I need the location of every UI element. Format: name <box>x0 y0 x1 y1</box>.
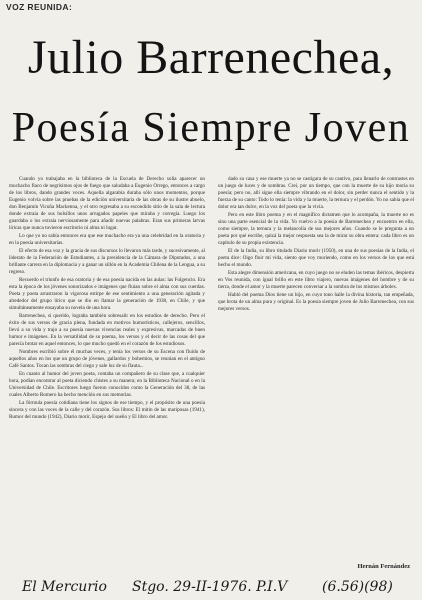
handwritten-reference: (6.56)(98) <box>322 579 393 595</box>
paragraph: La fórmula poesía cotidiana tiene los signos de ese tiempo, y el propósito de una poesía sincera y con las voces de la calle y del corazón. Sus libros: El mitin de las mariposas (1941), Rumor del mundo (1942), Diario morir, Espejo del sueño y El libro del amor. <box>9 400 205 420</box>
paragraph: Habló del poema Dios tiene un hijo, en cuyo tono halle la divina historia, tan empeñada, que brota de un alma pura y original. Es la poesía siempre joven de Julio Barrenechea, con sus mejores versos. <box>218 292 414 312</box>
paragraph: Cuando yo trabajaba en la biblioteca de la Escuela de Derecho solía aparecer un muchacho flaco de negrísimos ojos de fuego que saludaba a Eugenio Orrego, entonces a cargo de los libros, dando grandes voces. Aquella algarabía duraba sólo unos momentos, porque Eugenio volvía sobre las pruebas de la edición universitaria de las obras de su ilustre abuelo, don Benjamín Vicuña Mackenna, y el otro regresaba a su escondido sitio de la sala de lectura donde extraía de sus bolsillos unos arrugados papeles que miraba y corregía. Luego los guardaba o los extraía nerviosamente para añadir nuevas palabras. Eran sus primeras larvas líricas que nunca tuvieron escritorio ni alma ni lugar. <box>9 176 205 231</box>
paragraph: dado su casa y ese muerte ya no se castigara de su cautivo, para llenarlo de contrastes en un juego de luces y de sombras. Creí, por un tiempo, que con la muerte de su hijo moría su poesía; pero no, allí sigue ella siempre vibrando en el dolor, sin perder nunca el sentido y la fuerza de su canto: Todo lo tenía: la vida y la muerte, la ternura y el perdón. Yo no sabía que el dolor era tan dulce, en la voz del poeta que la vivía. <box>218 176 414 210</box>
handwritten-date: Stgo. 29-II-1976. P.I.V <box>132 579 288 595</box>
article-title-line-2: Poesía Siempre Joven <box>11 105 411 151</box>
paragraph: Pero en este libro poema y en el magnífico dictamen que lo acompaña, la muerte no es sino una parte esencial de la vida. Yo vuelvo a la poesía de Barrenechea y encuentro en ella, como siempre, la ternura y la melancolía de sus mejores años. Cuando se le pregunta a un poeta por qué escribe, quizá la mejor respuesta sea la de mirar su obra entera: cada libro es un capítulo de su propia existencia. <box>218 212 414 246</box>
left-column <box>9 176 205 572</box>
right-column <box>218 176 414 572</box>
paragraph: Barrenechea, si querido, lograba también sobresalir en los estudios de derecho. Pero el éxito de sus versos de gracia plena, fundada en motivos humorísticos, callejeros, sencillos, llevó a su vida y trajo a su poesía nuevas vivencias reales y expresivas, marcadas de buen humor e imágenes. En la versatilidad de su poema, los versos y el decir de las cosas del que parecía brotar en aquel entonces, lo que mucho quedó en el corazón de los estudiosos. <box>9 313 205 347</box>
article-title-line-1: Julio Barrenechea, <box>27 31 395 84</box>
paragraph: El efecto de esa voz y la gracia de sus discursos lo llevaron más tarde, y sucesivamente, al liderato de la Federación de Estudiantes, a la presidencia de la Cámara de Diputados, a una brillante carrera en la diplomacia y a ganar un sillón en la Academia Chilena de la Lengua, a su regreso. <box>9 248 205 275</box>
paragraph: Esta alegre dimensión americana, en cuyo juego no se eluden las temas ibéricos, despierta en Vos reunida, con igual brillo en este libro viajero, nuevas imágenes del hombre y de su tierra, donde el amor y la muerte parecen conversar a la sombra de los mismos árboles. <box>218 270 414 290</box>
paragraph: Lo que yo no sabía entonces era que ese muchacho era ya una celebridad en la oratoria y en la poesía universitarias. <box>9 233 205 246</box>
handwritten-source: El Mercurio <box>22 579 107 595</box>
author-signature: Hernán Fernández <box>357 563 410 570</box>
paragraph: El de la India, su libro titulado Diario morir (1950), en una de sus poesías de la India, el poeta dice: Oigo fluir mi vida, siento que voy muriendo, como en los versos de los que está hecho el mundo. <box>218 248 414 268</box>
paragraph: En cuanto al humor del joven poeta, contaba un compañero de su clase que, a cualquier hora, podían encontrar al poeta diciendo chistes a su manera; en la Biblioteca Nacional o en la Universidad de Chile. Escritores luego fueron conocidos como la Generación del 38, de las cuales Alberto Romero ha hecho mención en sus memorias. <box>9 371 205 398</box>
paragraph: Recuerdo el triunfo de esa oratoria y de esa poesía nacida en las aulas: las Fulgencio. Era esta la época de los jóvenes sonorizados e imágenes que fluían sobre el alma con sus cuerdas. Poeta y poeta arrastraron la vigorosa estirpe de ese sentimiento a una generación agitada y alrededor del grupo lírico que se dio en llamar la generación de 1938, en Chile, y que simultáneamente ensayaba su novela de una hora. <box>9 277 205 311</box>
section-label: VOZ REUNIDA: <box>6 2 73 12</box>
paragraph: Nombres escribió sobre él muchas veces, y tenía los versos de su Escena con fluido de aquellos años en los que un grupo de jóvenes, gallardos y bohemios, se reunían en el antiguo Café Santos. Tocan las sombras del ciego y sale luz de su flauta... <box>9 349 205 369</box>
handwritten-annotation <box>0 577 422 600</box>
